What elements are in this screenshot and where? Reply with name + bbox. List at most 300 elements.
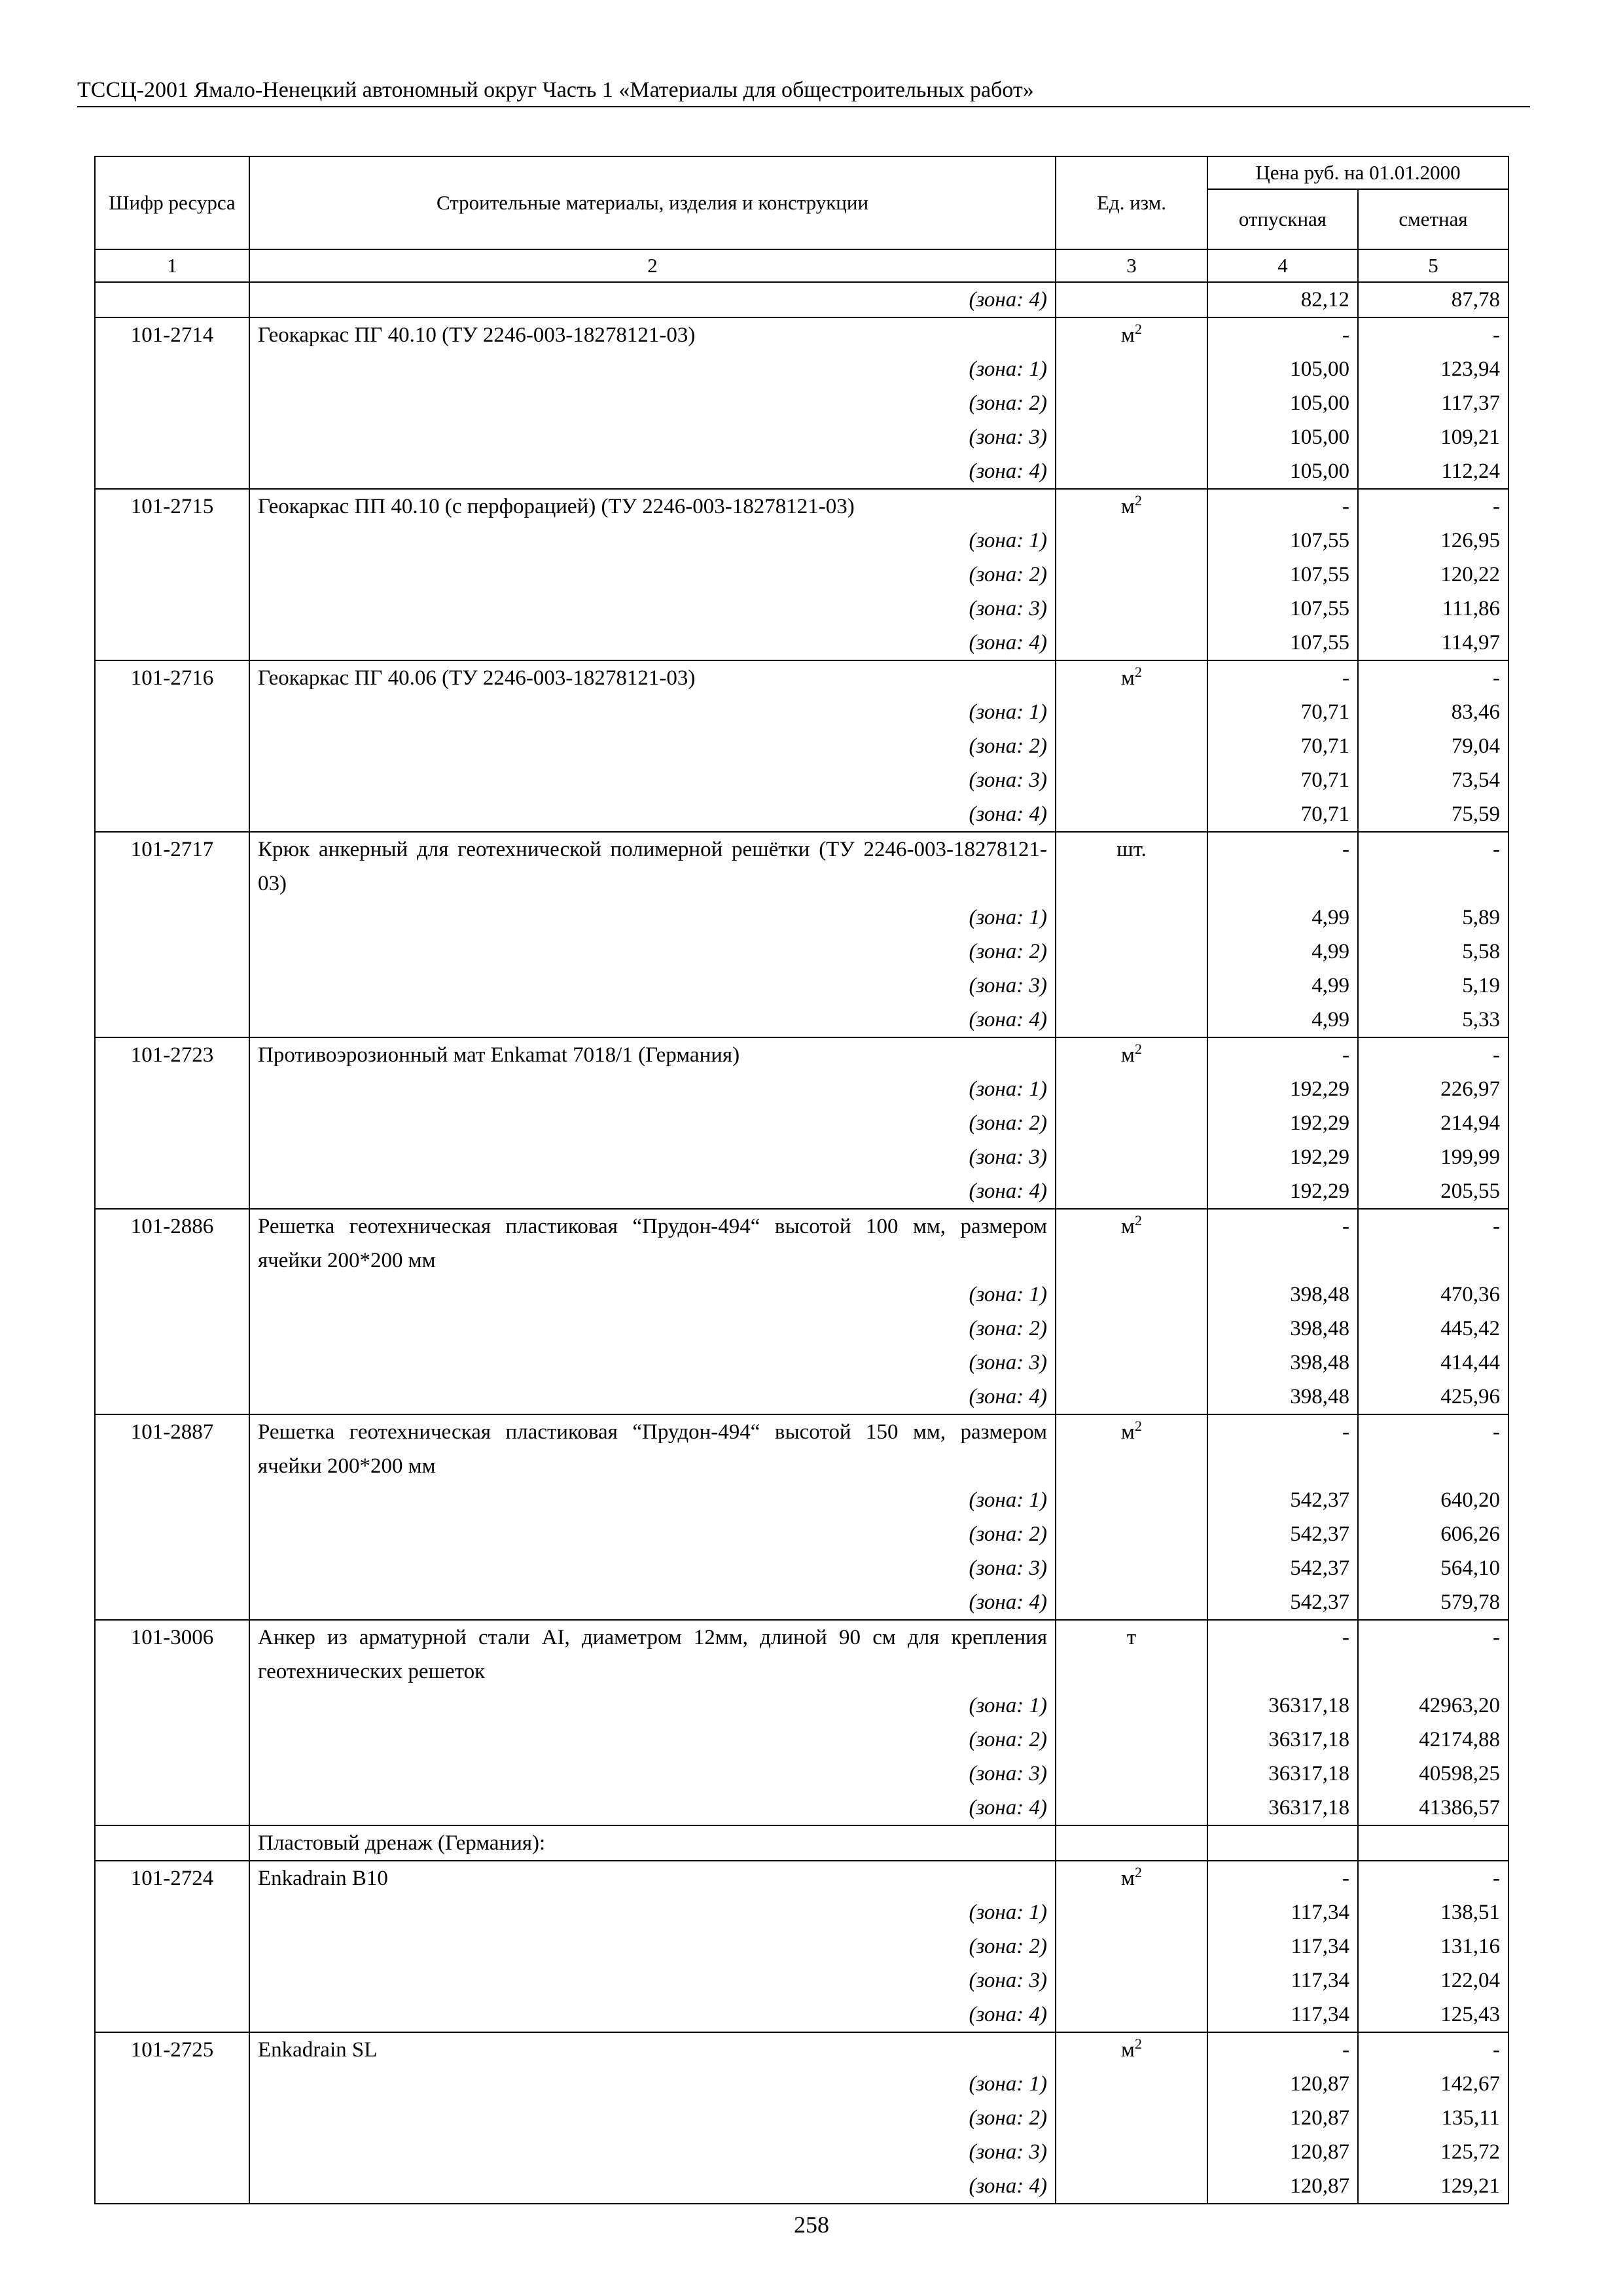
estimate-price: 414,44 — [1358, 1346, 1508, 1380]
estimate-price: 117,37 — [1358, 386, 1508, 420]
zone-row — [95, 1312, 1508, 1346]
material-name: Геокаркас ПГ 40.06 (ТУ 2246-003-18278121-03) — [249, 660, 1056, 695]
zone-label: (зона: 2) — [249, 729, 1056, 763]
unit-text: м — [1121, 666, 1135, 690]
resource-code — [95, 420, 249, 454]
release-price: 120,87 — [1207, 2135, 1358, 2169]
resource-code — [95, 1757, 249, 1791]
resource-code — [95, 2101, 249, 2135]
estimate-price: - — [1358, 1620, 1508, 1689]
unit — [1056, 1380, 1207, 1414]
estimate-price: 42174,88 — [1358, 1723, 1508, 1757]
material-name: Решетка геотехническая пластиковая “Прудон-494“ высотой 100 мм, размером ячейки 200*200 мм — [249, 1209, 1056, 1278]
resource-code — [95, 558, 249, 592]
unit-text: м — [1121, 1867, 1135, 1890]
unit — [1056, 1278, 1207, 1312]
resource-code — [95, 1483, 249, 1517]
unit-text: м — [1121, 323, 1135, 347]
zone-row — [95, 695, 1508, 729]
resource-code — [95, 1517, 249, 1551]
zone-row — [95, 1517, 1508, 1551]
estimate-price: 226,97 — [1358, 1072, 1508, 1106]
unit — [1056, 2169, 1207, 2204]
resource-code — [95, 969, 249, 1003]
release-price: 120,87 — [1207, 2101, 1358, 2135]
zone-row — [95, 1072, 1508, 1106]
release-price: 542,37 — [1207, 1517, 1358, 1551]
zone-row — [95, 1998, 1508, 2032]
resource-code — [95, 454, 249, 489]
price-table — [94, 156, 1509, 2204]
zone-label: (зона: 2) — [249, 1106, 1056, 1140]
estimate-price: 75,59 — [1358, 797, 1508, 832]
release-price: 4,99 — [1207, 935, 1358, 969]
zone-label: (зона: 4) — [249, 1791, 1056, 1825]
resource-code: 101-2724 — [95, 1861, 249, 1895]
unit — [1056, 1312, 1207, 1346]
resource-code — [95, 797, 249, 832]
resource-code: 101-2715 — [95, 489, 249, 524]
resource-code — [95, 1346, 249, 1380]
resource-code — [95, 592, 249, 626]
zone-label: (зона: 4) — [249, 797, 1056, 832]
unit — [1056, 489, 1207, 524]
release-price: 120,87 — [1207, 2169, 1358, 2204]
unit — [1056, 282, 1207, 317]
table-row — [95, 660, 1508, 695]
release-price: 107,55 — [1207, 626, 1358, 660]
zone-label: (зона: 3) — [249, 1140, 1056, 1174]
zone-row — [95, 1174, 1508, 1209]
unit — [1056, 1998, 1207, 2032]
estimate-price: 205,55 — [1358, 1174, 1508, 1209]
estimate-price: 125,72 — [1358, 2135, 1508, 2169]
zone-row — [95, 1483, 1508, 1517]
unit — [1056, 1346, 1207, 1380]
zone-label: (зона: 3) — [249, 1757, 1056, 1791]
zone-label: (зона: 2) — [249, 1929, 1056, 1964]
zone-label: (зона: 3) — [249, 592, 1056, 626]
unit — [1056, 695, 1207, 729]
material-name: Анкер из арматурной стали AI, диаметром 12мм, длиной 90 см для крепления геотехнических решеток — [249, 1620, 1056, 1689]
material-name: Противоэрозионный мат Enkamat 7018/1 (Германия) — [249, 1037, 1056, 1072]
estimate-price: 135,11 — [1358, 2101, 1508, 2135]
estimate-price: 125,43 — [1358, 1998, 1508, 2032]
zone-row — [95, 2101, 1508, 2135]
release-price — [1207, 1825, 1358, 1861]
release-price: - — [1207, 489, 1358, 524]
release-price: 70,71 — [1207, 763, 1358, 797]
release-price: 107,55 — [1207, 558, 1358, 592]
zone-label: (зона: 1) — [249, 524, 1056, 558]
resource-code — [95, 524, 249, 558]
estimate-price: 214,94 — [1358, 1106, 1508, 1140]
resource-code: 101-2717 — [95, 832, 249, 901]
resource-code — [95, 1825, 249, 1861]
header-code: Шифр ресурса — [95, 156, 249, 249]
estimate-price: 87,78 — [1358, 282, 1508, 317]
release-price: 398,48 — [1207, 1346, 1358, 1380]
zone-label: (зона: 2) — [249, 1517, 1056, 1551]
estimate-price: 40598,25 — [1358, 1757, 1508, 1791]
unit — [1056, 1757, 1207, 1791]
unit — [1056, 317, 1207, 352]
estimate-price: - — [1358, 2032, 1508, 2067]
unit — [1056, 660, 1207, 695]
release-price: 107,55 — [1207, 592, 1358, 626]
estimate-price: - — [1358, 660, 1508, 695]
column-number: 2 — [249, 249, 1056, 282]
unit — [1056, 1209, 1207, 1278]
zone-label: (зона: 2) — [249, 386, 1056, 420]
resource-code — [95, 1140, 249, 1174]
release-price: 82,12 — [1207, 282, 1358, 317]
release-price: 192,29 — [1207, 1072, 1358, 1106]
resource-code — [95, 901, 249, 935]
resource-code — [95, 1964, 249, 1998]
zone-row — [95, 1757, 1508, 1791]
unit — [1056, 1791, 1207, 1825]
resource-code — [95, 1585, 249, 1620]
zone-row — [95, 1106, 1508, 1140]
release-price: 192,29 — [1207, 1174, 1358, 1209]
release-price: 120,87 — [1207, 2067, 1358, 2101]
release-price: 36317,18 — [1207, 1689, 1358, 1723]
release-price: - — [1207, 1037, 1358, 1072]
header-price-group: Цена руб. на 01.01.2000 — [1207, 156, 1508, 189]
estimate-price: 425,96 — [1358, 1380, 1508, 1414]
release-price: - — [1207, 317, 1358, 352]
estimate-price: 114,97 — [1358, 626, 1508, 660]
resource-code — [95, 1380, 249, 1414]
resource-code — [95, 2135, 249, 2169]
zone-row — [95, 626, 1508, 660]
unit-exponent: 2 — [1134, 492, 1142, 509]
running-header: ТССЦ-2001 Ямало-Ненецкий автономный округ Часть 1 «Материалы для общестроительных работ» — [77, 78, 1034, 102]
section-title: Пластовый дренаж (Германия): — [249, 1825, 1056, 1861]
header-name: Строительные материалы, изделия и конструкции — [249, 156, 1056, 249]
estimate-price — [1358, 1825, 1508, 1861]
zone-row — [95, 729, 1508, 763]
estimate-price: 112,24 — [1358, 454, 1508, 489]
release-price: 542,37 — [1207, 1551, 1358, 1585]
zone-row — [95, 1929, 1508, 1964]
zone-row — [95, 558, 1508, 592]
unit-exponent: 2 — [1134, 2036, 1142, 2052]
zone-label: (зона: 1) — [249, 1689, 1056, 1723]
estimate-price: 138,51 — [1358, 1895, 1508, 1929]
table-row — [95, 1620, 1508, 1689]
zone-label: (зона: 2) — [249, 935, 1056, 969]
zone-label: (зона: 4) — [249, 454, 1056, 489]
zone-label: (зона: 3) — [249, 2135, 1056, 2169]
estimate-price: 564,10 — [1358, 1551, 1508, 1585]
unit — [1056, 1106, 1207, 1140]
zone-label: (зона: 1) — [249, 1278, 1056, 1312]
estimate-price: 445,42 — [1358, 1312, 1508, 1346]
estimate-price: 126,95 — [1358, 524, 1508, 558]
zone-label: (зона: 1) — [249, 2067, 1056, 2101]
table-row — [95, 1209, 1508, 1278]
release-price: 4,99 — [1207, 969, 1358, 1003]
table-row — [95, 1037, 1508, 1072]
zone-label: (зона: 3) — [249, 1346, 1056, 1380]
resource-code — [95, 729, 249, 763]
unit — [1056, 1585, 1207, 1620]
zone-row — [95, 1380, 1508, 1414]
unit-text: шт. — [1116, 838, 1147, 861]
resource-code — [95, 1895, 249, 1929]
zone-row — [95, 1585, 1508, 1620]
zone-row — [95, 1964, 1508, 1998]
release-price: 105,00 — [1207, 386, 1358, 420]
estimate-price: 129,21 — [1358, 2169, 1508, 2204]
release-price: - — [1207, 1414, 1358, 1483]
unit — [1056, 2101, 1207, 2135]
unit — [1056, 797, 1207, 832]
table-header — [95, 156, 1508, 282]
zone-row — [95, 969, 1508, 1003]
zone-row — [95, 2067, 1508, 2101]
zone-label: (зона: 1) — [249, 1895, 1056, 1929]
material-name: Геокаркас ПГ 40.10 (ТУ 2246-003-18278121-03) — [249, 317, 1056, 352]
resource-code: 101-2725 — [95, 2032, 249, 2067]
header-unit: Ед. изм. — [1056, 156, 1207, 249]
zone-row — [95, 2135, 1508, 2169]
resource-code — [95, 695, 249, 729]
resource-code — [95, 1551, 249, 1585]
release-price: 117,34 — [1207, 1998, 1358, 2032]
unit — [1056, 1620, 1207, 1689]
unit-text: м — [1121, 1420, 1135, 1444]
zone-row — [95, 592, 1508, 626]
release-price: 107,55 — [1207, 524, 1358, 558]
header-price-release: отпускная — [1207, 189, 1358, 249]
resource-code: 101-2723 — [95, 1037, 249, 1072]
zone-row — [95, 352, 1508, 386]
table-row — [95, 282, 1508, 317]
table-row — [95, 489, 1508, 524]
resource-code — [95, 1072, 249, 1106]
unit — [1056, 1072, 1207, 1106]
unit — [1056, 1517, 1207, 1551]
unit — [1056, 1861, 1207, 1895]
release-price: - — [1207, 832, 1358, 901]
column-number: 5 — [1358, 249, 1508, 282]
unit-exponent: 2 — [1134, 1212, 1142, 1229]
release-price: - — [1207, 1620, 1358, 1689]
estimate-price: 5,19 — [1358, 969, 1508, 1003]
unit — [1056, 1825, 1207, 1861]
release-price: 117,34 — [1207, 1895, 1358, 1929]
estimate-price: 111,86 — [1358, 592, 1508, 626]
unit — [1056, 524, 1207, 558]
table-body — [95, 282, 1508, 2204]
table-row — [95, 1414, 1508, 1483]
table-row — [95, 832, 1508, 901]
resource-code — [95, 386, 249, 420]
unit — [1056, 1037, 1207, 1072]
zone-label: (зона: 4) — [249, 2169, 1056, 2204]
unit — [1056, 420, 1207, 454]
header-rule — [77, 106, 1530, 107]
estimate-price: 42963,20 — [1358, 1689, 1508, 1723]
column-number: 3 — [1056, 249, 1207, 282]
unit — [1056, 1414, 1207, 1483]
unit — [1056, 1895, 1207, 1929]
resource-code — [95, 1312, 249, 1346]
release-price: 398,48 — [1207, 1312, 1358, 1346]
unit — [1056, 1551, 1207, 1585]
zone-label: (зона: 4) — [249, 626, 1056, 660]
release-price: - — [1207, 1209, 1358, 1278]
release-price: 4,99 — [1207, 1003, 1358, 1037]
table-row — [95, 317, 1508, 352]
unit — [1056, 763, 1207, 797]
material-name: Enkadrain B10 — [249, 1861, 1056, 1895]
zone-row — [95, 1791, 1508, 1825]
zone-row — [95, 386, 1508, 420]
resource-code — [95, 1929, 249, 1964]
release-price: - — [1207, 660, 1358, 695]
unit — [1056, 626, 1207, 660]
unit — [1056, 1689, 1207, 1723]
resource-code: 101-3006 — [95, 1620, 249, 1689]
zone-label: (зона: 3) — [249, 763, 1056, 797]
header-price-estimate: сметная — [1358, 189, 1508, 249]
material-name: Крюк анкерный для геотехнической полимерной решётки (ТУ 2246-003-18278121-03) — [249, 832, 1056, 901]
zone-row — [95, 524, 1508, 558]
resource-code — [95, 282, 249, 317]
material-name: Enkadrain SL — [249, 2032, 1056, 2067]
resource-code: 101-2886 — [95, 1209, 249, 1278]
zone-label: (зона: 4) — [249, 282, 1056, 317]
unit — [1056, 1483, 1207, 1517]
unit — [1056, 2032, 1207, 2067]
table-row — [95, 1861, 1508, 1895]
unit — [1056, 592, 1207, 626]
release-price: 398,48 — [1207, 1380, 1358, 1414]
zone-row — [95, 1003, 1508, 1037]
zone-label: (зона: 4) — [249, 1003, 1056, 1037]
unit — [1056, 454, 1207, 489]
zone-label: (зона: 1) — [249, 352, 1056, 386]
estimate-price: 470,36 — [1358, 1278, 1508, 1312]
zone-row — [95, 935, 1508, 969]
unit-text: м — [1121, 1215, 1135, 1238]
unit — [1056, 2135, 1207, 2169]
column-number: 1 — [95, 249, 249, 282]
estimate-price: 142,67 — [1358, 2067, 1508, 2101]
resource-code — [95, 2067, 249, 2101]
unit — [1056, 935, 1207, 969]
zone-label: (зона: 3) — [249, 420, 1056, 454]
unit — [1056, 1174, 1207, 1209]
zone-row — [95, 1551, 1508, 1585]
zone-row — [95, 1278, 1508, 1312]
release-price: 542,37 — [1207, 1585, 1358, 1620]
resource-code: 101-2887 — [95, 1414, 249, 1483]
page-number: 258 — [794, 2212, 829, 2238]
column-number: 4 — [1207, 249, 1358, 282]
zone-label: (зона: 4) — [249, 1998, 1056, 2032]
estimate-price: - — [1358, 1414, 1508, 1483]
release-price: 36317,18 — [1207, 1757, 1358, 1791]
unit-text: м — [1121, 495, 1135, 518]
estimate-price: 131,16 — [1358, 1929, 1508, 1964]
estimate-price: 83,46 — [1358, 695, 1508, 729]
release-price: 192,29 — [1207, 1106, 1358, 1140]
estimate-price: 606,26 — [1358, 1517, 1508, 1551]
section-row — [95, 1825, 1508, 1861]
estimate-price: 579,78 — [1358, 1585, 1508, 1620]
estimate-price: 640,20 — [1358, 1483, 1508, 1517]
unit — [1056, 1964, 1207, 1998]
estimate-price: - — [1358, 1861, 1508, 1895]
zone-row — [95, 797, 1508, 832]
unit — [1056, 832, 1207, 901]
resource-code — [95, 1278, 249, 1312]
unit-exponent: 2 — [1134, 664, 1142, 680]
release-price: 117,34 — [1207, 1964, 1358, 1998]
resource-code — [95, 935, 249, 969]
zone-label: (зона: 4) — [249, 1585, 1056, 1620]
resource-code — [95, 1106, 249, 1140]
material-name: Геокаркас ПП 40.10 (с перфорацией) (ТУ 2246-003-18278121-03) — [249, 489, 1056, 524]
resource-code — [95, 626, 249, 660]
resource-code — [95, 1689, 249, 1723]
estimate-price: - — [1358, 1209, 1508, 1278]
zone-label: (зона: 1) — [249, 695, 1056, 729]
resource-code — [95, 352, 249, 386]
unit-exponent: 2 — [1134, 1864, 1142, 1880]
zone-row — [95, 763, 1508, 797]
zone-row — [95, 420, 1508, 454]
resource-code — [95, 763, 249, 797]
zone-label: (зона: 1) — [249, 901, 1056, 935]
zone-label: (зона: 1) — [249, 1483, 1056, 1517]
release-price: - — [1207, 2032, 1358, 2067]
unit — [1056, 1723, 1207, 1757]
estimate-price: 41386,57 — [1358, 1791, 1508, 1825]
release-price: 398,48 — [1207, 1278, 1358, 1312]
release-price: 36317,18 — [1207, 1723, 1358, 1757]
unit — [1056, 729, 1207, 763]
estimate-price: 79,04 — [1358, 729, 1508, 763]
zone-label: (зона: 3) — [249, 1964, 1056, 1998]
release-price: - — [1207, 1861, 1358, 1895]
estimate-price: - — [1358, 489, 1508, 524]
estimate-price: 5,33 — [1358, 1003, 1508, 1037]
resource-code — [95, 1723, 249, 1757]
resource-code — [95, 1998, 249, 2032]
release-price: 192,29 — [1207, 1140, 1358, 1174]
estimate-price: - — [1358, 832, 1508, 901]
estimate-price: 199,99 — [1358, 1140, 1508, 1174]
table-row — [95, 2032, 1508, 2067]
zone-row — [95, 1346, 1508, 1380]
release-price: 105,00 — [1207, 420, 1358, 454]
zone-row — [95, 2169, 1508, 2204]
release-price: 105,00 — [1207, 454, 1358, 489]
unit-exponent: 2 — [1134, 321, 1142, 337]
zone-row — [95, 1689, 1508, 1723]
zone-label: (зона: 2) — [249, 1723, 1056, 1757]
estimate-price: 5,89 — [1358, 901, 1508, 935]
zone-label: (зона: 2) — [249, 2101, 1056, 2135]
zone-label: (зона: 3) — [249, 969, 1056, 1003]
unit — [1056, 386, 1207, 420]
